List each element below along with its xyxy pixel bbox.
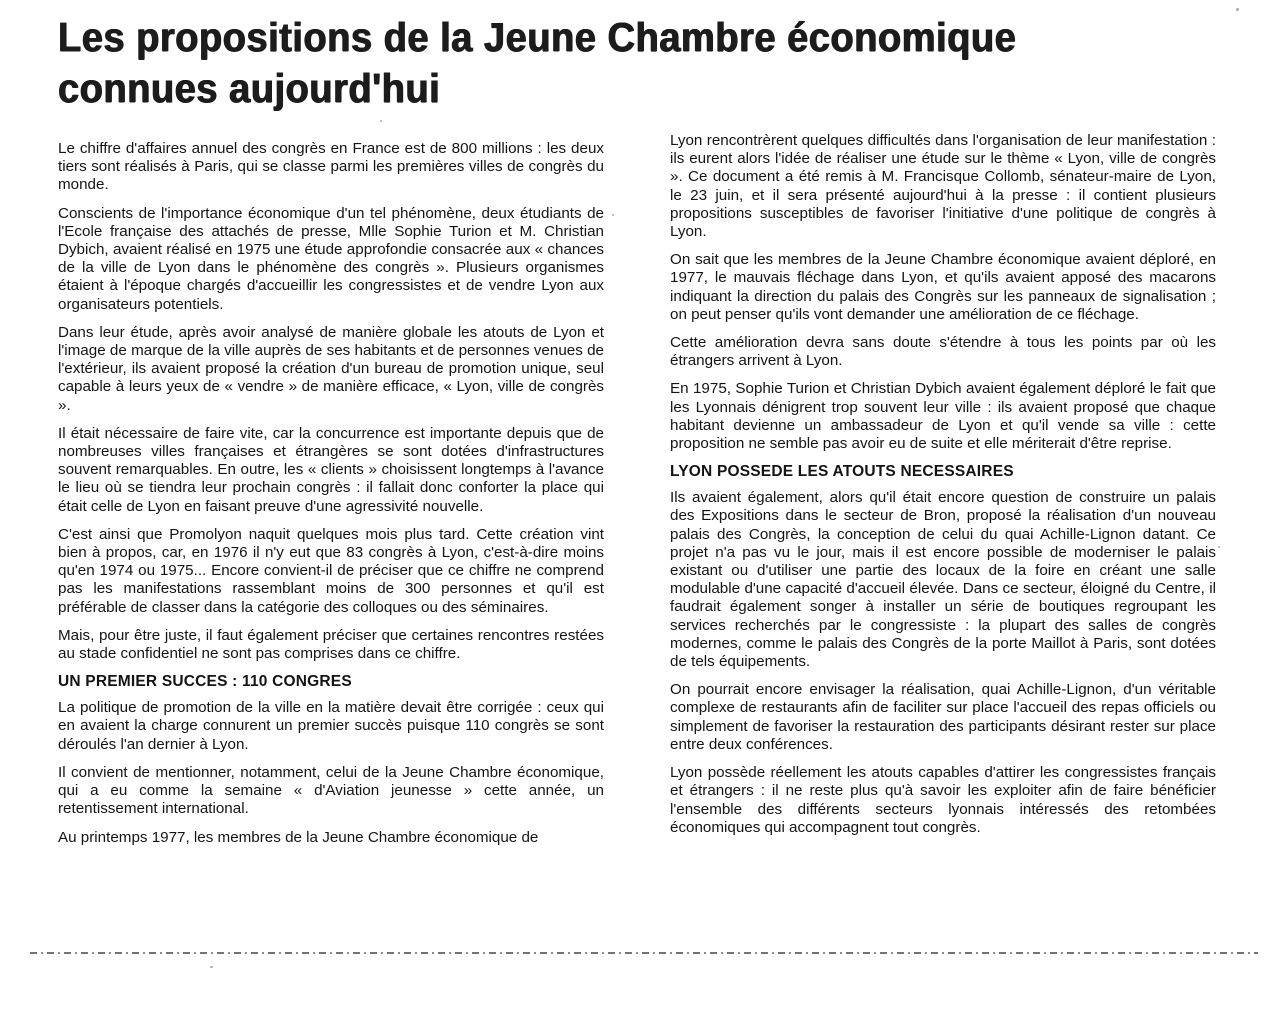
scan-speck xyxy=(1218,546,1220,548)
paragraph: En 1975, Sophie Turion et Christian Dybich avaient également déploré le fait que les Lyonnais dénigrent trop souvent leur ville : ils avaient proposé que chaque habitant devienne un ambassadeur de Lyon et qu'il vende sa ville : cette proposition ne semble pas avoir eu de suite et elle mériterait d'être reprise. xyxy=(670,380,1216,453)
section-heading: UN PREMIER SUCCES : 110 CONGRES xyxy=(58,673,352,691)
torn-edge-rule xyxy=(30,952,1258,954)
paragraph: Ils avaient également, alors qu'il était encore question de construire un palais des Expositions dans le secteur de Bron, proposé la réalisation d'un nouveau palais des Congrès, la conception de celui du quai Achille-Lignon datant. Ce projet n'a pas vu le jour, mais il est encore possible de moderniser le palais existant ou d'utiliser une partie des locaux de la foire en créant une salle modulable d'une capacité d'accueil élevée. Dans ce secteur, éloigné du Centre, il faudrait également songer à installer un série de boutiques regroupant les services recherchés par le congressiste : la plupart des salles de congrès modernes, comme le palais des Congrès de la porte Maillot à Paris, sont dotées de tels équipements. xyxy=(670,489,1216,671)
paragraph: Il convient de mentionner, notamment, celui de la Jeune Chambre économique, qui a eu comme la semaine « d'Aviation jeunesse » cette année, un retentissement international. xyxy=(58,763,604,818)
scan-speck xyxy=(612,214,614,216)
paragraph: C'est ainsi que Promolyon naquit quelques mois plus tard. Cette création vint bien à propos, car, en 1976 il n'y eut que 83 congrès à Lyon, c'est-à-dire moins qu'en 1974 ou 1975... Encore convient-il de préciser que ce chiffre ne comprend pas les manifestations rassemblant moins de 300 personnes et qu'il est préférable de classer dans la catégorie des colloques ou des séminaires. xyxy=(58,525,604,616)
left-column xyxy=(58,140,604,857)
paragraph: Au printemps 1977, les membres de la Jeune Chambre économique de xyxy=(58,828,539,846)
paragraph: On pourrait encore envisager la réalisation, quai Achille-Lignon, d'un véritable complexe de restaurants afin de faciliter sur place l'accueil des repas officiels ou simplement de favoriser la restauration des participants désirant rester sur place entre deux conférences. xyxy=(670,681,1216,753)
paragraph: Conscients de l'importance économique d'un tel phénomène, deux étudiants de l'Ecole française des attachés de presse, Mlle Sophie Turion et M. Christian Dybich, avaient réalisé en 1975 une étude approfondie consacrée aux « chances de la ville de Lyon dans le phénomène des congrès ». Plusieurs organismes étaient à l'époque chargés d'accueillir les congressistes et de vendre Lyon aux organisateurs potentiels. xyxy=(58,204,604,313)
scan-speck xyxy=(1236,8,1239,11)
paragraph: Il était nécessaire de faire vite, car la concurrence est importante depuis que de nombreuses villes françaises et étrangères se sont dotées d'infrastructures souvent remarquables. En outre, les « clients » choisissent longtemps à l'avance le lieu où se tiendra leur prochain congrès : il fallait donc conforter la place qui était celle de Lyon en faisant preuve d'une agressivité nouvelle. xyxy=(58,424,604,515)
paragraph: Cette amélioration devra sans doute s'étendre à tous les points par où les étrangers arrivent à Lyon. xyxy=(670,334,1216,370)
paragraph: La politique de promotion de la ville en la matière devait être corrigée : ceux qui en avaient la charge connurent un premier succès puisque 110 congrès se sont déroulés l'an dernier à Lyon. xyxy=(58,699,604,753)
paragraph: Lyon possède réellement les atouts capables d'attirer les congressistes français et étrangers : il ne reste plus qu'à savoir les exploiter afin de faire bénéficier l'ensemble des différents secteurs lyonnais intéressés des retombées économiques qui accompagnent tout congrès. xyxy=(670,764,1216,836)
section-heading: LYON POSSEDE LES ATOUTS NECESSAIRES xyxy=(670,463,1014,481)
paragraph: Lyon rencontrèrent quelques difficultés dans l'organisation de leur manifestation : ils eurent alors l'idée de réaliser une étude sur le thème « Lyon, ville de congrès ». Ce document a été remis à M. Francisque Collomb, sénateur-maire de Lyon, le 23 juin, et il sera présenté aujourd'hui à la presse : il contient plusieurs propositions susceptibles de favoriser l'initiative d'une politique de congrès à Lyon. xyxy=(670,132,1216,241)
paragraph: Mais, pour être juste, il faut également préciser que certaines rencontres restées au stade confidentiel ne sont pas comprises dans ce chiffre. xyxy=(58,626,604,663)
right-column xyxy=(670,132,1216,847)
paragraph: Le chiffre d'affaires annuel des congrès en France est de 800 millions : les deux tiers sont réalisés à Paris, qui se classe parmi les premières villes de congrès du monde. xyxy=(58,140,604,194)
headline xyxy=(58,12,1081,114)
scan-speck xyxy=(380,120,382,122)
scan-speck xyxy=(210,966,213,968)
paragraph: Dans leur étude, après avoir analysé de manière globale les atouts de Lyon et l'image de marque de la ville auprès de ses habitants et de personnes venues de l'extérieur, ils avaient proposé la création d'un bureau de promotion unique, seul capable à leurs yeux de « vendre » de manière efficace, « Lyon, ville de congrès ». xyxy=(58,323,604,414)
headline-line-2: connues aujourd'hui xyxy=(58,65,441,111)
headline-line-1: Les propositions de la Jeune Chambre économique xyxy=(58,14,1017,60)
paragraph: On sait que les membres de la Jeune Chambre économique avaient déploré, en 1977, le mauvais fléchage dans Lyon, et qu'ils avaient apposé des macarons indiquant la direction du palais des Congrès sur les panneaux de signalisation ; on peut penser qu'ils vont demander une amélioration de ce fléchage. xyxy=(670,251,1216,323)
